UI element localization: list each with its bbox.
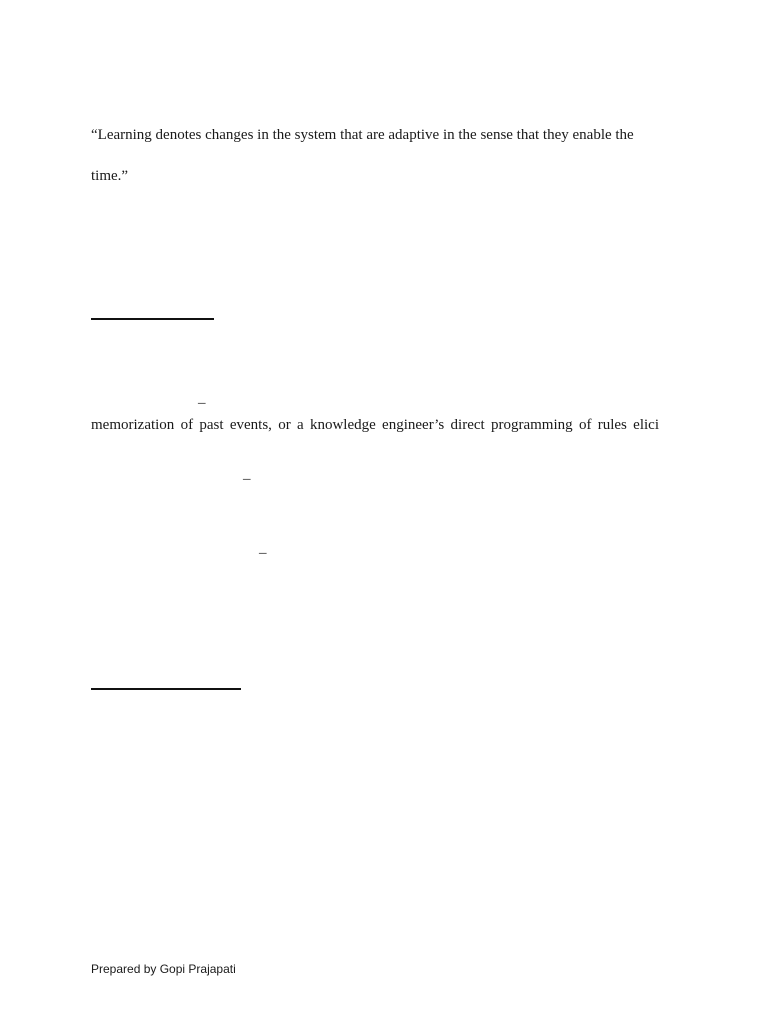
section-heading-underline-2 bbox=[91, 688, 241, 690]
quote-line-1: “Learning denotes changes in the system that are adaptive in the sense that they enable the bbox=[91, 127, 634, 143]
quote-line-2: time.” bbox=[91, 168, 129, 184]
dash-mark-3: – bbox=[259, 545, 267, 561]
dash-mark-2: – bbox=[243, 471, 251, 487]
section-heading-underline-1 bbox=[91, 318, 214, 320]
body-text-line: memorization of past events, or a knowledge engineer’s direct programming of rules elici bbox=[91, 417, 659, 433]
footer-author: Prepared by Gopi Prajapati bbox=[91, 962, 236, 976]
dash-mark-1: – bbox=[198, 395, 206, 411]
